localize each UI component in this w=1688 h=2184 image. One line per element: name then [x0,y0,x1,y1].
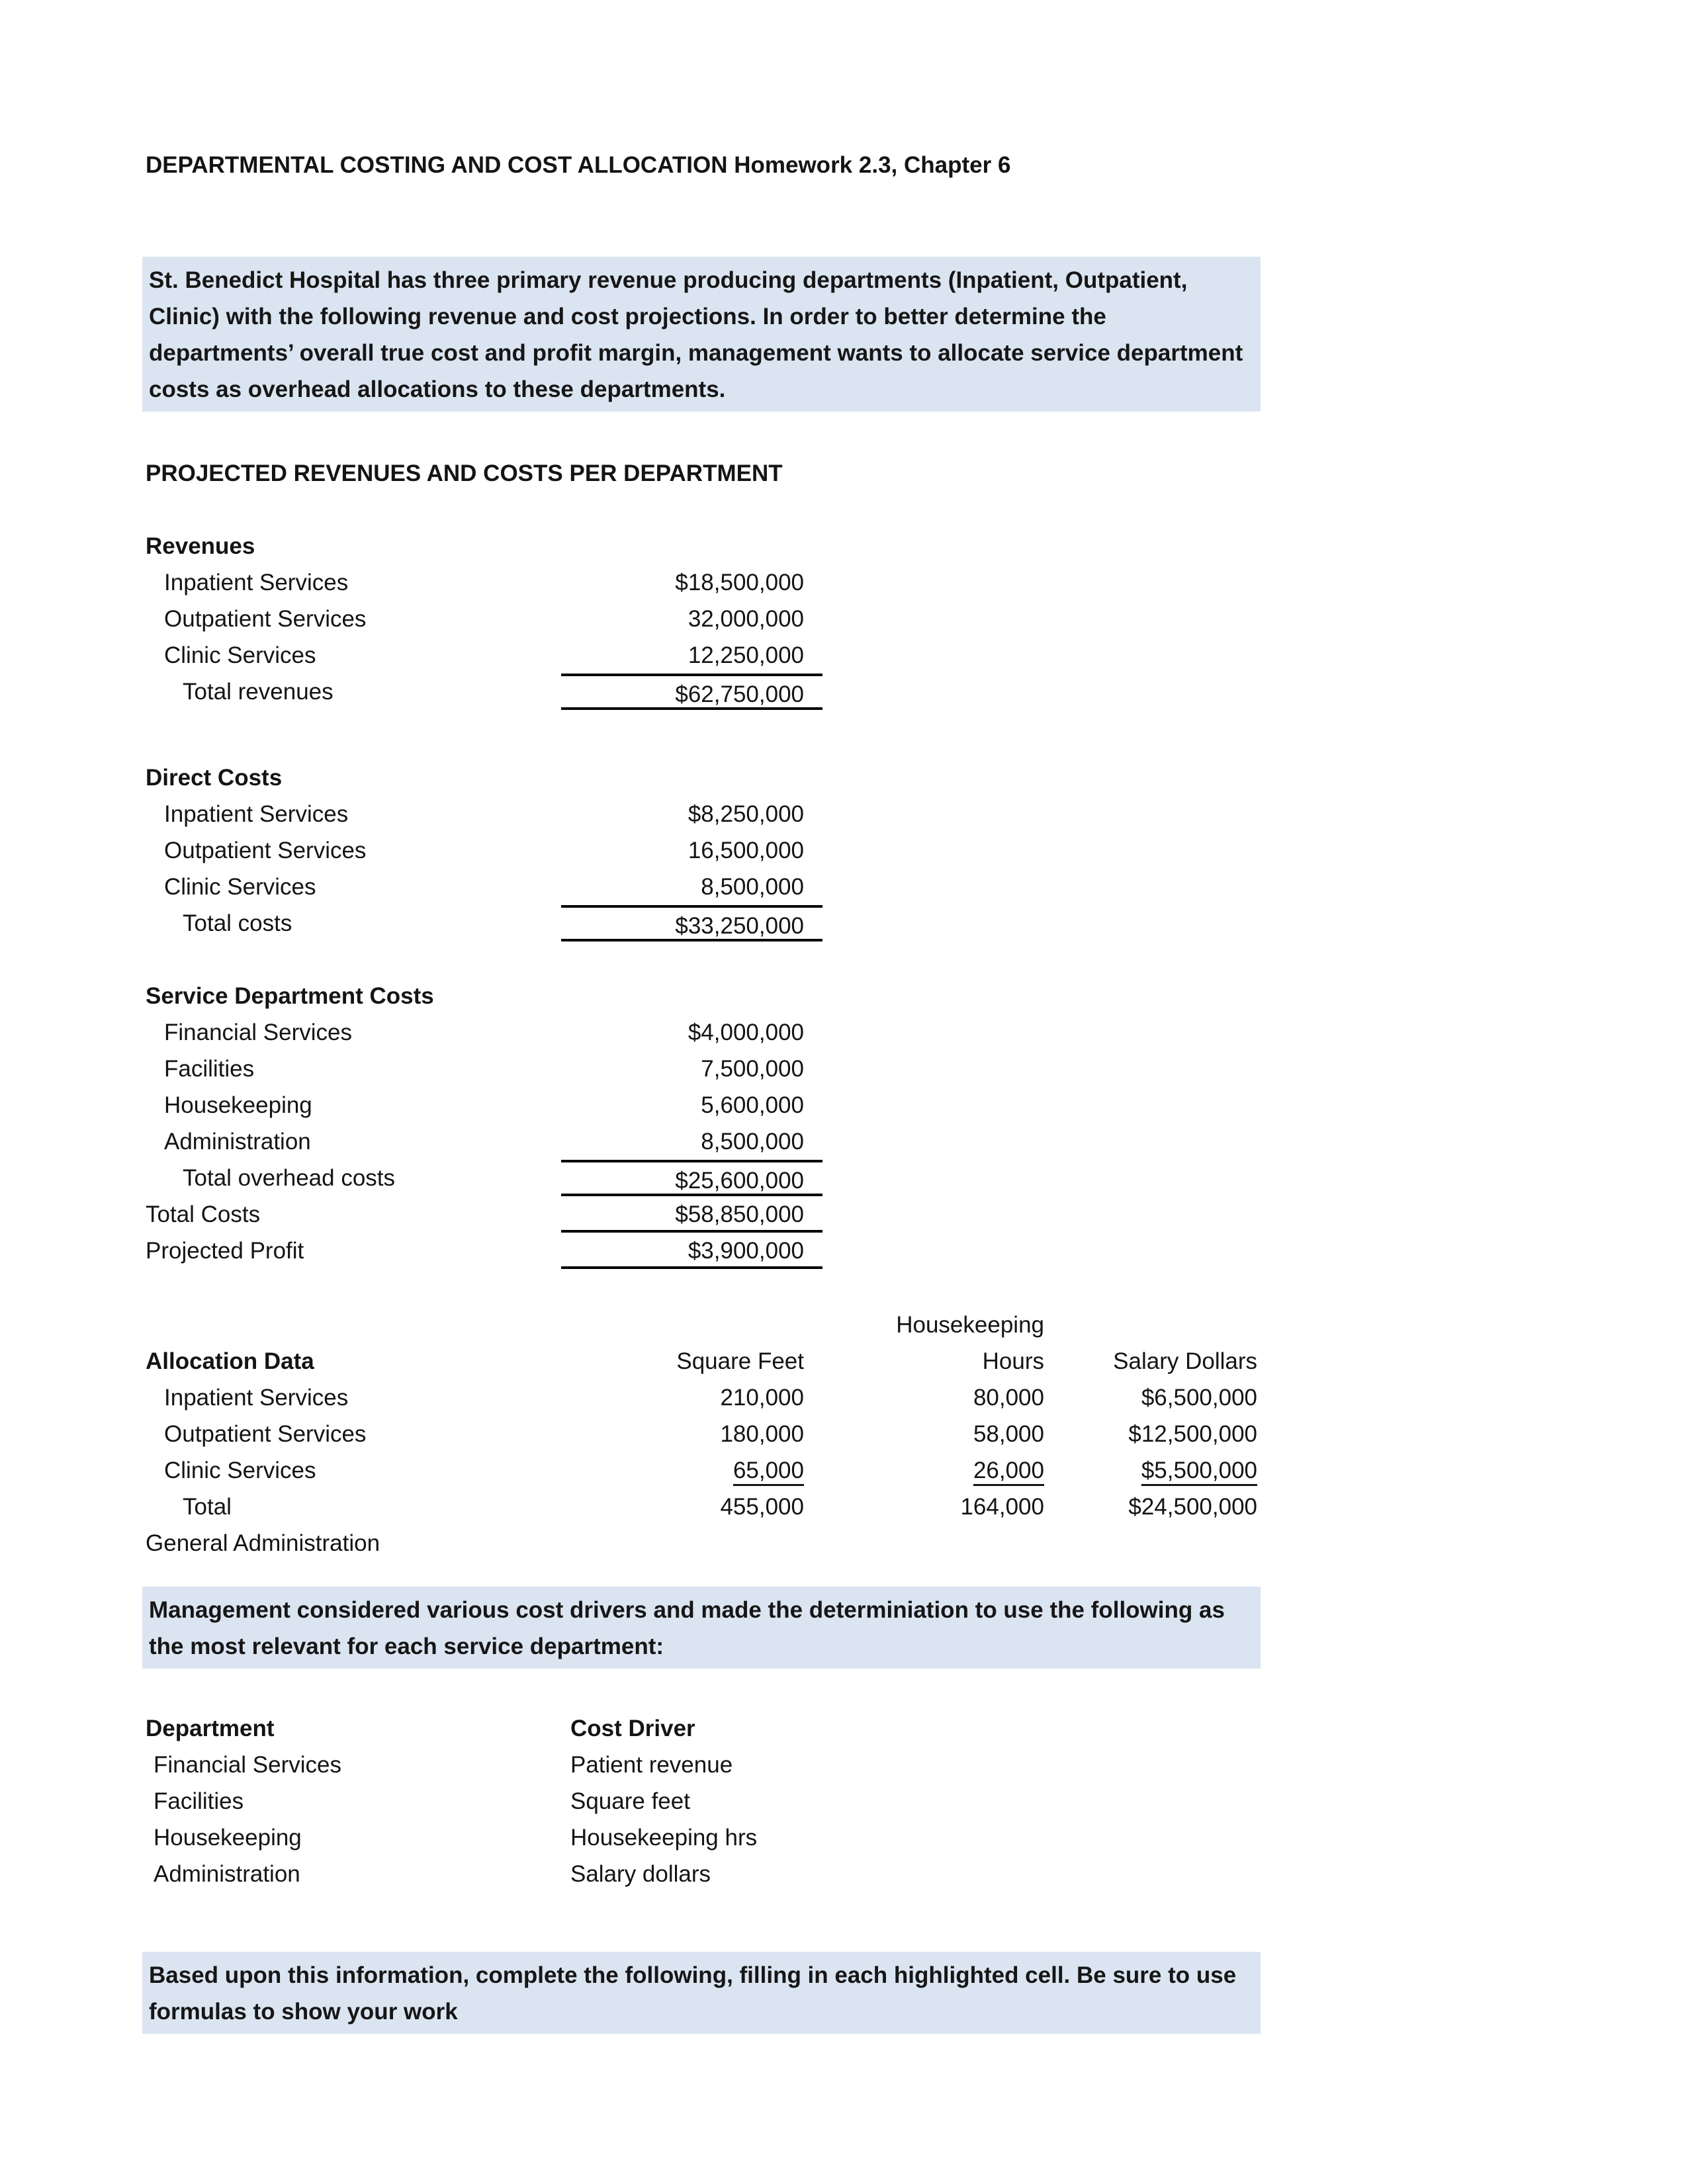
table-row [0,1452,1688,1489]
table-row [0,1123,1688,1160]
row-value: 5,600,000 [701,1092,804,1118]
table-row [0,869,1688,905]
salary-total: $24,500,000 [1128,1494,1257,1520]
general-administration-row [0,1525,1688,1561]
row-value: $33,250,000 [561,905,822,941]
row-value: 12,250,000 [688,642,804,668]
table-row [0,1747,1688,1783]
service-dept-heading: Service Department Costs [146,983,434,1009]
row-label: Outpatient Services [164,1421,367,1447]
row-label: Total [183,1494,232,1520]
row-value: $62,750,000 [561,674,822,710]
hours-column-header: Hours [982,1348,1044,1374]
row-value: $18,500,000 [675,570,804,595]
revenues-heading: Revenues [146,533,255,559]
table-row [0,1087,1688,1123]
page-title: DEPARTMENTAL COSTING AND COST ALLOCATION Homework 2.3, Chapter 6 [146,152,1011,178]
row-label: Financial Services [164,1020,352,1045]
row-value: $58,850,000 [561,1196,822,1233]
allocation-header-row [0,1343,1688,1379]
table-row [0,1819,1688,1856]
table-row [0,637,1688,674]
square-feet-total: 455,000 [720,1494,804,1520]
drivers-note-highlight-paragraph: Management considered various cost drivers and made the determiniation to use the following as the most relevant for each service department: [142,1587,1261,1669]
direct-costs-heading: Direct Costs [146,765,283,791]
row-label: Facilities [164,1056,255,1082]
table-row [0,1416,1688,1452]
table-row [0,601,1688,637]
square-feet-value: 65,000 [733,1458,804,1483]
row-label: Outpatient Services [164,838,367,863]
salary-value: $12,500,000 [1128,1421,1257,1447]
square-feet-value: 210,000 [720,1385,804,1411]
total-row [0,1160,1688,1196]
row-value: 16,500,000 [688,838,804,863]
total-row [0,674,1688,710]
department-label: Housekeeping [154,1825,302,1851]
salary-dollars-column-header: Salary Dollars [1113,1348,1257,1374]
salary-value: $5,500,000 [1141,1458,1257,1483]
direct-costs-section [0,760,1688,941]
row-value: $4,000,000 [688,1020,804,1045]
department-label: Administration [154,1861,300,1887]
row-label: Total overhead costs [183,1165,396,1191]
row-label: Total costs [183,910,292,936]
hours-value: 58,000 [973,1421,1044,1447]
table-row [0,796,1688,832]
table-row [0,832,1688,869]
table-row [0,1856,1688,1892]
row-value: 8,500,000 [701,1129,804,1155]
department-label: Facilities [154,1788,244,1814]
row-label: Administration [164,1129,311,1155]
hours-value: 26,000 [973,1458,1044,1483]
intro-highlight-paragraph: St. Benedict Hospital has three primary revenue producing departments (Inpatient, Outpatient, Clinic) with the following revenue and cost projections. In order to better determine the departments’ overall true cost and profit margin, management wants to allocate service department costs as overhead allocations to these departments. [142,257,1261,412]
row-value: $8,250,000 [688,801,804,827]
row-label: Total Costs [146,1201,261,1227]
department-column-header: Department [146,1716,275,1741]
row-label: Projected Profit [146,1238,304,1264]
hours-value: 80,000 [973,1385,1044,1411]
square-feet-value: 180,000 [720,1421,804,1447]
salary-value: $6,500,000 [1141,1385,1257,1411]
row-value: 8,500,000 [701,874,804,900]
hours-total: 164,000 [960,1494,1044,1520]
revenues-section [0,528,1688,710]
cost-driver-value: Patient revenue [570,1752,733,1778]
cost-driver-column-header: Cost Driver [570,1716,695,1741]
table-row [0,1051,1688,1087]
table-row [0,564,1688,601]
general-administration-label: General Administration [146,1530,380,1556]
table-row [0,1379,1688,1416]
row-label: Clinic Services [164,1458,316,1483]
total-row [0,1196,1688,1233]
row-value: $25,600,000 [561,1160,822,1196]
housekeeping-column-header: Housekeeping [896,1312,1044,1338]
cost-driver-header-row [0,1710,1688,1747]
allocation-data-section [0,1307,1688,1561]
table-row [0,1014,1688,1051]
service-department-costs-section [0,978,1688,1269]
closing-note-highlight-paragraph: Based upon this information, complete the following, filling in each highlighted cell. Be sure to use formulas to show your work [142,1952,1261,2034]
cost-driver-value: Housekeeping hrs [570,1825,758,1851]
total-row [0,905,1688,941]
cost-driver-value: Square feet [570,1788,690,1814]
projected-revenues-heading: PROJECTED REVENUES AND COSTS PER DEPARTMENT [146,460,783,486]
row-label: Inpatient Services [164,801,349,827]
table-row [0,1783,1688,1819]
housekeeping-header-row [0,1307,1688,1343]
cost-driver-section [0,1710,1688,1892]
row-label: Total revenues [183,679,333,705]
cost-driver-value: Salary dollars [570,1861,711,1887]
total-row [0,1233,1688,1269]
row-value: $3,900,000 [561,1233,822,1269]
row-label: Clinic Services [164,874,316,900]
square-feet-column-header: Square Feet [676,1348,804,1374]
row-label: Outpatient Services [164,606,367,632]
row-value: 7,500,000 [701,1056,804,1082]
row-label: Clinic Services [164,642,316,668]
row-label: Inpatient Services [164,1385,349,1411]
row-label: Inpatient Services [164,570,349,595]
row-label: Housekeeping [164,1092,312,1118]
total-row [0,1489,1688,1525]
row-value: 32,000,000 [688,606,804,632]
department-label: Financial Services [154,1752,341,1778]
allocation-heading: Allocation Data [146,1348,314,1374]
